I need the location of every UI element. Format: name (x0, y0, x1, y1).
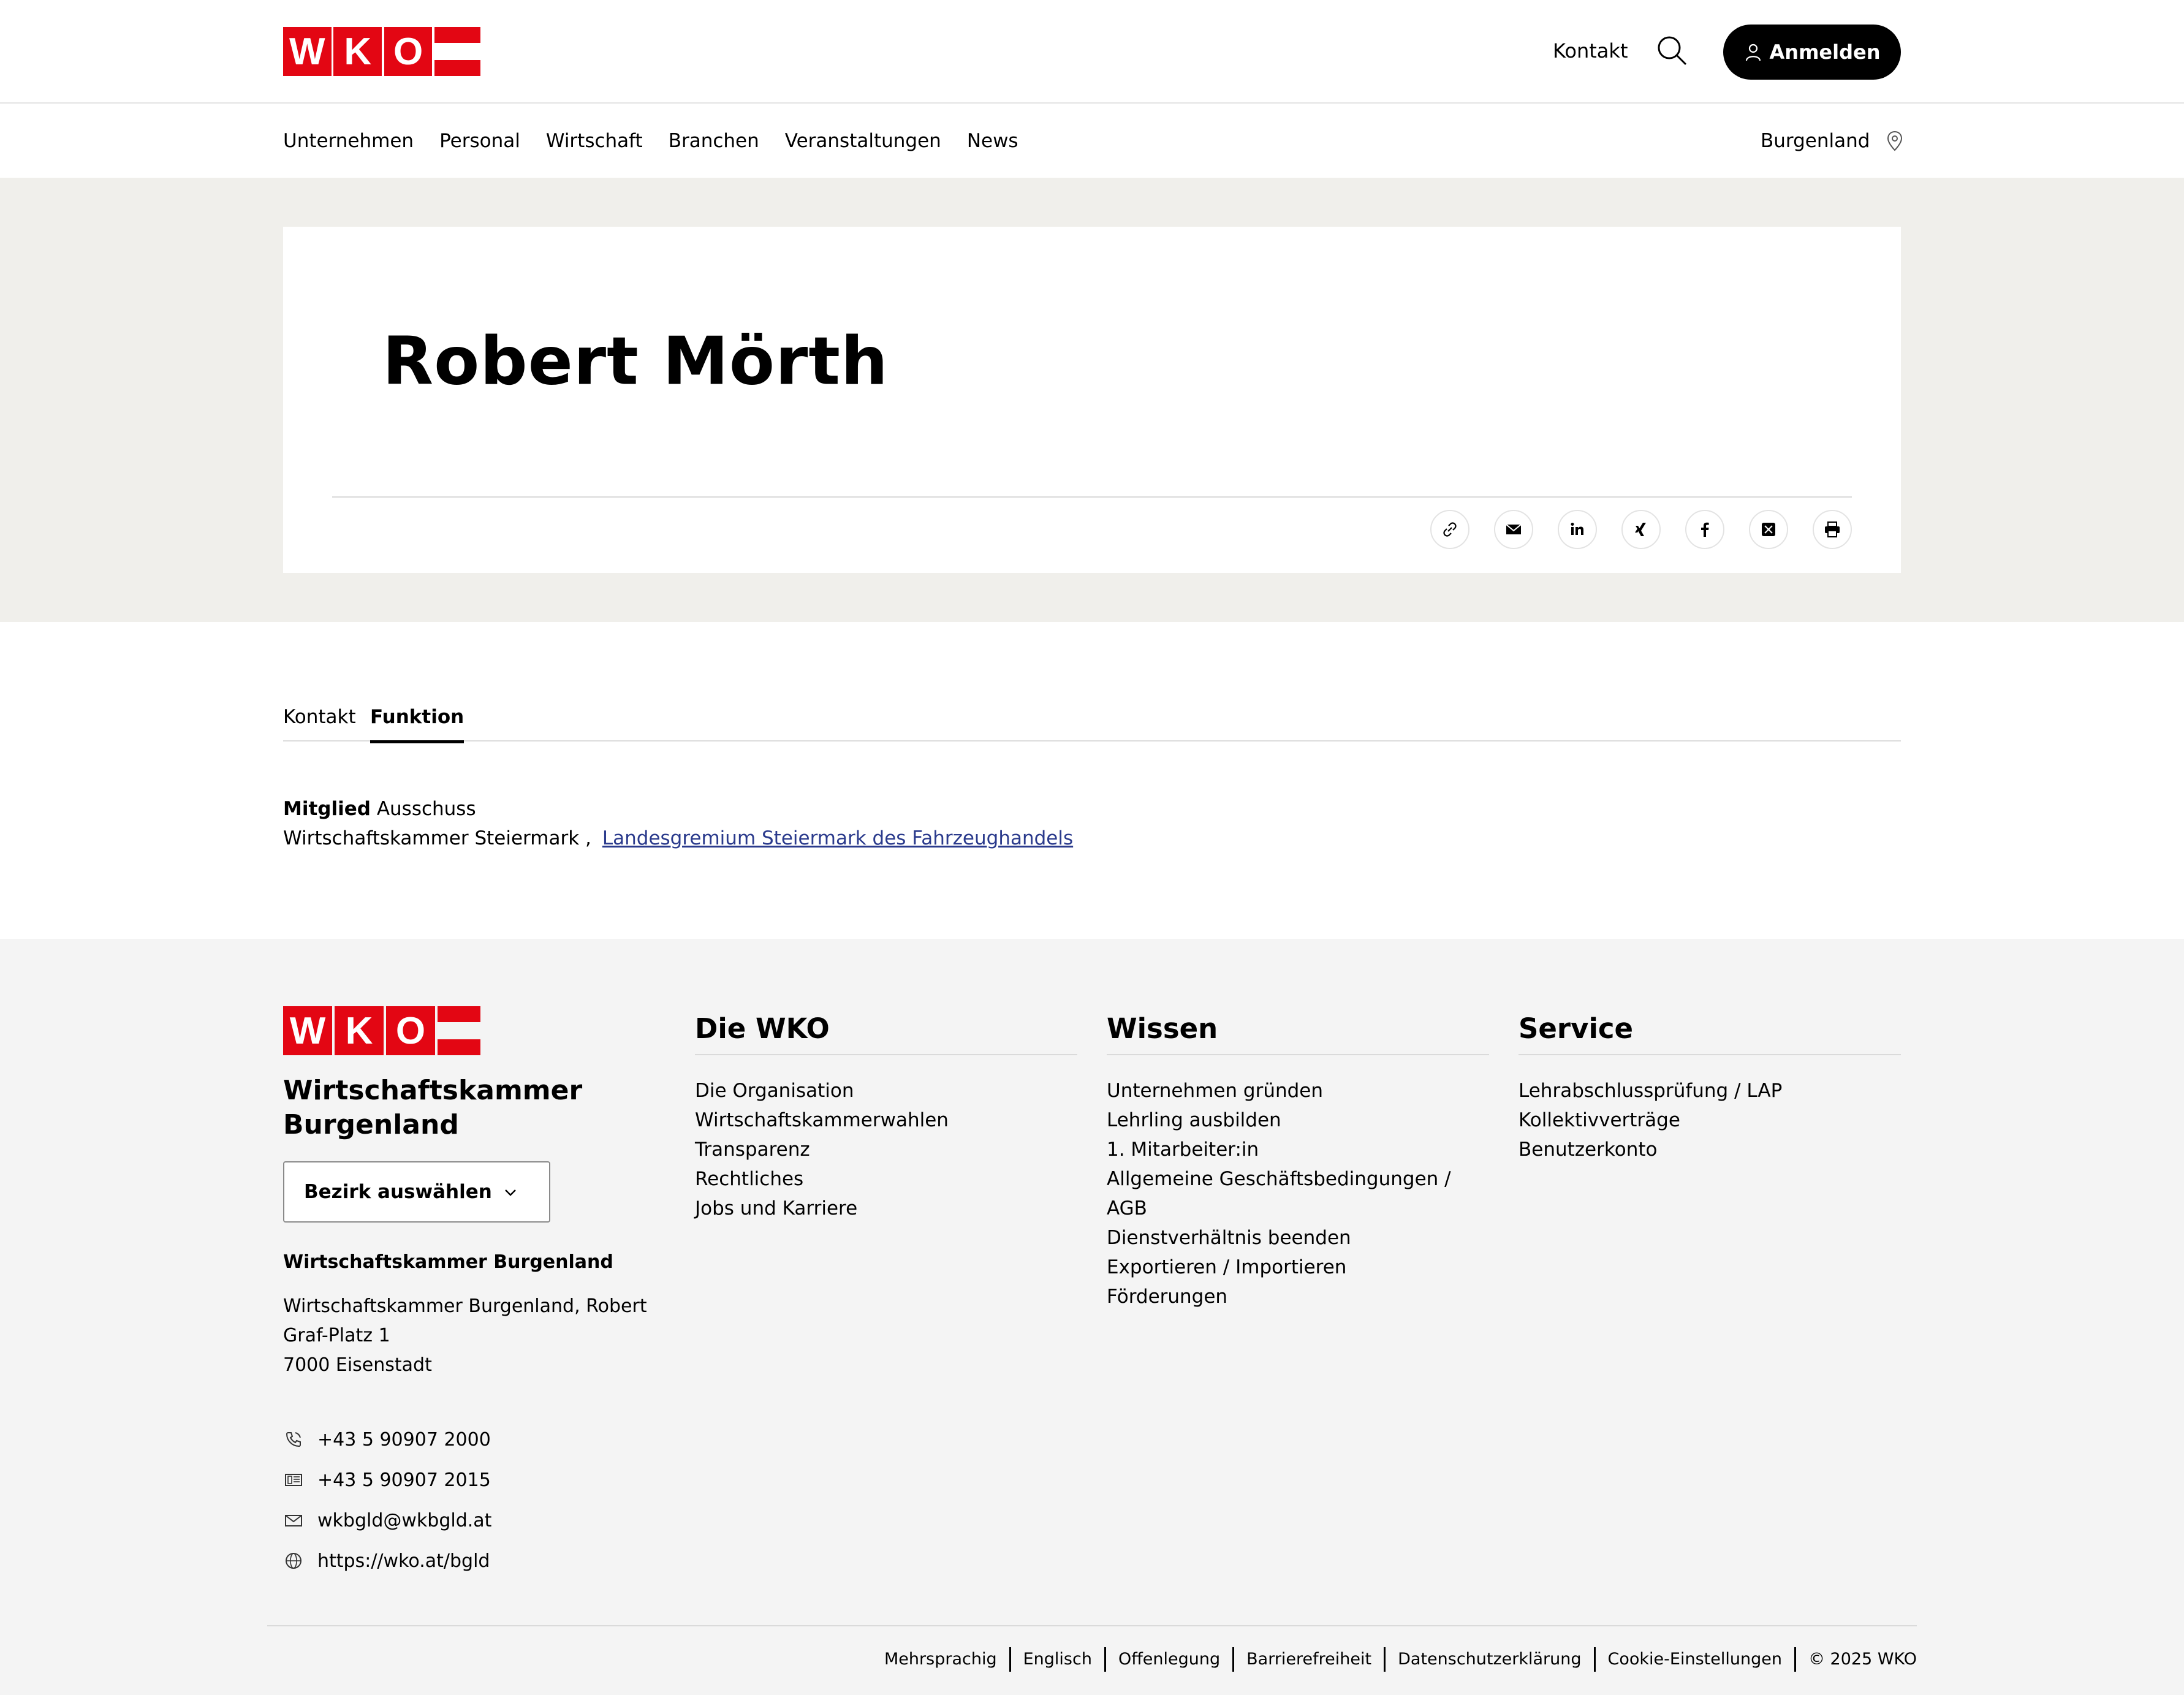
contact-email[interactable] (283, 1500, 491, 1541)
login-label: Anmelden (1769, 40, 1881, 64)
footer-logo-letter-o: O (386, 1006, 435, 1055)
funktion-organization: Wirtschaftskammer Steiermark , (283, 827, 591, 849)
legal-link-cookies[interactable]: Cookie-Einstellungen (1594, 1647, 1794, 1672)
contact-phone[interactable] (283, 1419, 491, 1460)
footer-address (283, 1292, 651, 1380)
phone-number: +43 5 90907 2000 (317, 1428, 491, 1450)
page-title: Robert Mörth (382, 323, 889, 400)
nav-news[interactable]: News (966, 129, 1018, 152)
funktion-role: Mitglied (283, 798, 371, 820)
funktion-role-line (283, 794, 1073, 824)
footer-link[interactable]: 1. Mitarbeiter:in (1107, 1139, 1259, 1161)
footer (0, 939, 2184, 1695)
contact-web[interactable] (283, 1541, 491, 1581)
footer-link[interactable]: Exportieren / Importieren (1107, 1256, 1347, 1278)
mail-icon[interactable] (1494, 510, 1533, 549)
nav-personal[interactable]: Personal (439, 129, 520, 152)
xing-icon[interactable] (1621, 510, 1661, 549)
funktion-committee: Ausschuss (376, 798, 476, 820)
footer-link[interactable]: Wirtschaftskammerwahlen (695, 1109, 949, 1131)
address-line: 7000 Eisenstadt (283, 1354, 432, 1376)
footer-column-title: Service (1519, 1006, 1901, 1055)
funktion-content (283, 794, 1073, 853)
landesgremium-link[interactable]: Landesgremium Steiermark des Fahrzeughandels (602, 827, 1074, 849)
bezirk-select[interactable] (283, 1161, 550, 1223)
globe-icon (283, 1550, 304, 1571)
footer-logo-letter-k: K (335, 1006, 384, 1055)
email-address: wkbgld@wkbgld.at (317, 1509, 492, 1531)
footer-column-service (1519, 1006, 1901, 1164)
footer-link[interactable]: Allgemeine Geschäftsbedingungen / AGB (1107, 1168, 1451, 1219)
facebook-icon[interactable] (1685, 510, 1724, 549)
linkedin-icon[interactable] (1558, 510, 1597, 549)
address-line: Wirtschaftskammer Burgenland, Robert (283, 1295, 647, 1317)
wko-logo[interactable] (283, 27, 480, 76)
mail-icon (283, 1510, 304, 1531)
footer-link[interactable]: Kollektivverträge (1519, 1109, 1680, 1131)
region-label: Burgenland (1761, 129, 1870, 152)
footer-column-title: Wissen (1107, 1006, 1489, 1055)
hero-card (283, 227, 1901, 573)
legal-link-offenlegung[interactable]: Offenlegung (1104, 1647, 1232, 1672)
legal-link-datenschutz[interactable]: Datenschutzerklärung (1384, 1647, 1593, 1672)
print-icon[interactable] (1813, 510, 1852, 549)
user-icon (1744, 43, 1762, 61)
divider (267, 1625, 1917, 1626)
logo-letter-o: O (384, 27, 433, 76)
legal-link-barrierefreiheit[interactable]: Barrierefreiheit (1232, 1647, 1384, 1672)
nav-unternehmen[interactable]: Unternehmen (283, 129, 414, 152)
legal-link-englisch[interactable]: Englisch (1009, 1647, 1104, 1672)
x-icon[interactable] (1749, 510, 1788, 549)
footer-wko-logo[interactable] (283, 1006, 480, 1055)
location-pin-icon (1887, 131, 1903, 151)
copyright: © 2025 WKO (1794, 1647, 1917, 1672)
login-button[interactable] (1723, 25, 1901, 80)
footer-contacts (283, 1419, 491, 1581)
fax-icon (283, 1469, 304, 1490)
footer-address-title: Wirtschaftskammer Burgenland (283, 1251, 613, 1273)
nav-branchen[interactable]: Branchen (668, 129, 759, 152)
divider (332, 496, 1852, 498)
footer-link[interactable]: Benutzerkonto (1519, 1139, 1658, 1161)
nav-veranstaltungen[interactable]: Veranstaltungen (784, 129, 941, 152)
share-bar (1430, 510, 1852, 549)
funktion-org-line (283, 824, 1073, 853)
tab-funktion[interactable]: Funktion (370, 706, 464, 743)
footer-link[interactable]: Lehrabschlussprüfung / LAP (1519, 1080, 1783, 1102)
footer-link[interactable]: Förderungen (1107, 1286, 1228, 1308)
tab-kontakt[interactable]: Kontakt (283, 706, 356, 728)
tab-bar (283, 692, 1901, 741)
hero-section (0, 178, 2184, 622)
address-line: Graf-Platz 1 (283, 1325, 390, 1346)
header-kontakt-link[interactable]: Kontakt (1553, 39, 1628, 63)
web-address: https://wko.at/bgld (317, 1550, 490, 1572)
logo-letter-w: W (283, 27, 332, 76)
contact-fax (283, 1460, 491, 1500)
search-icon[interactable] (1656, 34, 1688, 66)
footer-link[interactable]: Unternehmen gründen (1107, 1080, 1324, 1102)
phone-icon (283, 1429, 304, 1450)
chevron-down-icon (502, 1185, 518, 1200)
footer-org-name: Wirtschaftskammer Burgenland (283, 1075, 583, 1140)
footer-link[interactable]: Die Organisation (695, 1080, 854, 1102)
footer-logo-letter-w: W (283, 1006, 332, 1055)
footer-column-wissen (1107, 1006, 1489, 1311)
top-header (0, 0, 2184, 104)
footer-link[interactable]: Rechtliches (695, 1168, 804, 1190)
logo-letter-k: K (333, 27, 382, 76)
fax-number: +43 5 90907 2015 (317, 1469, 491, 1491)
region-selector[interactable] (1761, 104, 1903, 178)
legal-link-mehrsprachig[interactable]: Mehrsprachig (884, 1650, 997, 1669)
nav-wirtschaft[interactable]: Wirtschaft (545, 129, 643, 152)
legal-links (872, 1647, 1917, 1672)
footer-column-title: Die WKO (695, 1006, 1077, 1055)
footer-link[interactable]: Jobs und Karriere (695, 1197, 858, 1219)
link-icon[interactable] (1430, 510, 1469, 549)
main-nav (0, 104, 2184, 178)
austria-flag-icon (434, 27, 480, 76)
footer-link[interactable]: Transparenz (695, 1139, 810, 1161)
bezirk-select-label: Bezirk auswählen (304, 1181, 492, 1203)
footer-column-die-wko (695, 1006, 1077, 1223)
footer-link[interactable]: Dienstverhältnis beenden (1107, 1227, 1351, 1249)
footer-austria-flag-icon (438, 1006, 480, 1055)
footer-link[interactable]: Lehrling ausbilden (1107, 1109, 1281, 1131)
